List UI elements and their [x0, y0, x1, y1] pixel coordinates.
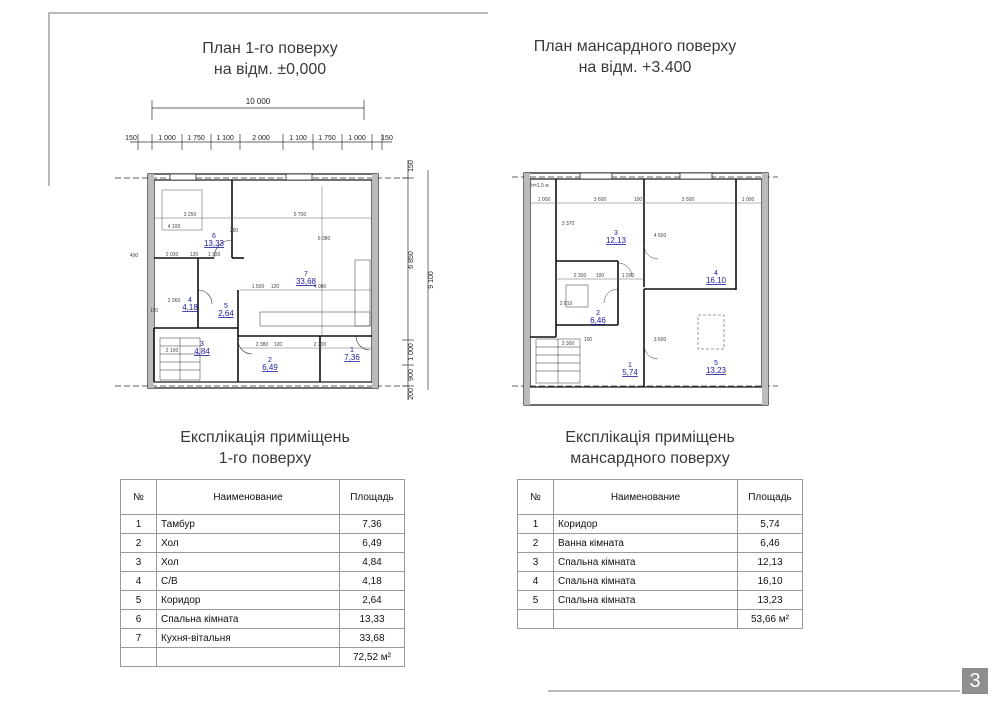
plan2-room-area: 12,13 [605, 236, 627, 245]
cell-no: 1 [518, 515, 554, 534]
plan1-room-area: 6,49 [262, 363, 278, 372]
cell-name: Спальна кімната [554, 572, 738, 591]
plan1-dim-top: 150 [125, 135, 137, 142]
plan2-dim-inner: 1 000 [741, 197, 755, 203]
plan2-dim-inner: 100 [633, 197, 643, 203]
col-header-name: Наименование [157, 480, 340, 515]
plan1-dim-inner: 2 380 [255, 342, 269, 348]
table-row [518, 515, 803, 534]
col-header-name: Наименование [554, 480, 738, 515]
plan1-dim-inner: 4 100 [167, 224, 181, 230]
plan1-dim-inner: 2 060 [167, 298, 181, 304]
cell-name: Хол [157, 553, 340, 572]
plan1-dim-inner: 1 100 [207, 252, 221, 258]
table-row [121, 515, 405, 534]
plan2-dim-inner: 3 600 [653, 337, 667, 343]
cell-empty [518, 610, 554, 629]
cell-name: Тамбур [157, 515, 340, 534]
plan1-dim-top: 1 750 [187, 135, 205, 142]
cell-area: 6,46 [738, 534, 803, 553]
col-header-area: Площадь [340, 480, 405, 515]
plan1-dim-inner: 5 700 [293, 212, 307, 218]
plan2-room-number: 4 [714, 270, 718, 277]
plan2-title-line2: на відм. +3.400 [578, 59, 692, 76]
plan2-room-number: 1 [628, 362, 632, 369]
plan1-dim-top: 1 000 [158, 135, 176, 142]
plan2-dim-inner: 2 300 [561, 341, 575, 347]
cell-area: 13,33 [340, 610, 405, 629]
cell-area: 13,23 [738, 591, 803, 610]
plan1-room-area: 13,33 [203, 239, 225, 248]
plan1-dim-inner: 2 100 [165, 348, 179, 354]
plan2-title [490, 36, 780, 78]
plan1-floor-plan [110, 90, 440, 410]
plan1-dim-inner: 3 250 [183, 212, 197, 218]
plan1-room-area: 4,84 [194, 347, 210, 356]
plan2-dim-inner: 3 600 [593, 197, 607, 203]
table-total-row [121, 648, 405, 667]
table1-title-line2: 1-го поверху [218, 450, 312, 467]
plan1-dim-right: 900 [408, 369, 415, 381]
plan2-room-area: 13,23 [705, 366, 727, 375]
table2-title [520, 427, 780, 469]
cell-name: С/В [157, 572, 340, 591]
cell-area: 12,13 [738, 553, 803, 572]
plan1-title [150, 38, 390, 80]
plan1-title-line2: на відм. ±0,000 [213, 61, 327, 78]
plan1-dim-inner: 6 080 [317, 236, 331, 242]
plan1-room-number: 1 [350, 347, 354, 354]
plan1-dim-top: 1 100 [216, 135, 234, 142]
plan1-dim-right: 9 100 [428, 271, 435, 289]
plan1-dim-inner: 2 300 [313, 342, 327, 348]
table2-title-line2: мансардного поверху [570, 450, 730, 467]
plan1-dim-top: 1 100 [289, 135, 307, 142]
table-header-row [121, 480, 405, 515]
cell-name: Ванна кімната [554, 534, 738, 553]
table-row [121, 629, 405, 648]
col-header-area: Площадь [738, 480, 803, 515]
plan1-dim-inner: 400 [129, 253, 139, 259]
plan1-dim-right: 1 000 [408, 343, 415, 361]
plan1-dim-inner: 4 080 [313, 284, 327, 290]
cell-area: 16,10 [738, 572, 803, 591]
col-header-no: № [121, 480, 157, 515]
cell-no: 7 [121, 629, 157, 648]
plan1-room-area: 33,68 [295, 277, 317, 286]
col-header-no: № [518, 480, 554, 515]
plan1-title-line1: План 1-го поверху [202, 40, 338, 57]
plan1-dim-inner: 120 [273, 342, 283, 348]
plan2-dim-inner: 2 810 [559, 301, 573, 307]
plan1-room-area: 4,18 [182, 303, 198, 312]
plan1-dim-top: 2 000 [252, 135, 270, 142]
cell-name: Хол [157, 534, 340, 553]
cell-empty [157, 648, 340, 667]
table-row [121, 534, 405, 553]
plan1-room-number: 3 [200, 341, 204, 348]
plan2-dim-inner: 2 300 [573, 273, 587, 279]
table-row [121, 553, 405, 572]
cell-name: Спальна кімната [157, 610, 340, 629]
cell-area: 5,74 [738, 515, 803, 534]
cell-no: 2 [121, 534, 157, 553]
plan1-dim-right: 6 850 [408, 251, 415, 269]
plan2-dim-inner: 3 370 [561, 221, 575, 227]
table1-explication [120, 479, 405, 667]
plan2-room-area: 6,46 [590, 316, 606, 325]
plan1-dim-top: 150 [381, 135, 393, 142]
plan1-dim-top: 1 000 [348, 135, 366, 142]
plan1-dim-inner: 120 [149, 308, 159, 314]
plan2-dim-inner: 1 200 [621, 273, 635, 279]
plan2-dim-inner: h=1.5 м [531, 183, 549, 189]
plan1-dim-inner: 1 500 [251, 284, 265, 290]
cell-no: 5 [518, 591, 554, 610]
cell-area: 7,36 [340, 515, 405, 534]
cell-no: 4 [121, 572, 157, 591]
cell-name: Коридор [157, 591, 340, 610]
table2-title-line1: Експлікація приміщень [565, 429, 735, 446]
cell-area: 6,49 [340, 534, 405, 553]
table-row [121, 610, 405, 629]
plan1-room-area: 7,36 [344, 353, 360, 362]
plan1-dim-inner: 2 030 [165, 252, 179, 258]
plan1-dim-inner: 120 [270, 284, 280, 290]
table-row [518, 553, 803, 572]
plan1-dim-right: 150 [408, 160, 415, 172]
frame-line-bottom [548, 690, 960, 692]
cell-no: 4 [518, 572, 554, 591]
cell-name: Спальна кімната [554, 591, 738, 610]
plan1-dim-right: 200 [408, 388, 415, 400]
cell-no: 6 [121, 610, 157, 629]
table2-explication [517, 479, 803, 629]
plan2-dim-inner: 100 [583, 337, 593, 343]
plan2-dim-inner: 100 [595, 273, 605, 279]
cell-area: 4,18 [340, 572, 405, 591]
cell-area: 2,64 [340, 591, 405, 610]
plan1-room-number: 2 [268, 357, 272, 364]
cell-name: Коридор [554, 515, 738, 534]
table-row [518, 534, 803, 553]
plan2-floor-plan [510, 155, 780, 410]
plan1-dim-inner: 120 [189, 252, 199, 258]
table-row [121, 591, 405, 610]
table-row [518, 591, 803, 610]
cell-area: 4,84 [340, 553, 405, 572]
plan1-room-number: 6 [212, 233, 216, 240]
cell-name: Спальна кімната [554, 553, 738, 572]
cell-no: 3 [121, 553, 157, 572]
cell-empty [554, 610, 738, 629]
page-number-badge: 3 [962, 668, 988, 694]
cell-no: 5 [121, 591, 157, 610]
plan2-dim-inner: 3 500 [681, 197, 695, 203]
plan1-room-number: 7 [304, 271, 308, 278]
cell-total-area: 72,52 м² [340, 648, 405, 667]
plan2-room-area: 16,10 [705, 276, 727, 285]
frame-line-top [48, 12, 488, 14]
plan2-room-area: 5,74 [622, 368, 638, 377]
cell-no: 1 [121, 515, 157, 534]
cell-area: 33,68 [340, 629, 405, 648]
plan2-room-number: 2 [596, 310, 600, 317]
plan1-dim-overall: 10 000 [245, 97, 271, 106]
plan1-dim-top: 1 750 [318, 135, 336, 142]
plan2-dim-inner: 1 000 [537, 197, 551, 203]
plan2-dim-inner: 4 600 [653, 233, 667, 239]
cell-name: Кухня-вітальня [157, 629, 340, 648]
cell-total-area: 53,66 м² [738, 610, 803, 629]
table-row [121, 572, 405, 591]
plan2-room-number: 3 [614, 230, 618, 237]
table1-title [140, 427, 390, 469]
plan1-room-area: 2,64 [218, 309, 234, 318]
plan1-room-number: 4 [188, 297, 192, 304]
plan2-room-number: 5 [714, 360, 718, 367]
cell-empty [121, 648, 157, 667]
table-header-row [518, 480, 803, 515]
cell-no: 3 [518, 553, 554, 572]
frame-line-left [48, 12, 50, 186]
plan1-dim-inner: 250 [229, 228, 239, 234]
plan1-room-number: 5 [224, 303, 228, 310]
table-total-row [518, 610, 803, 629]
plan2-title-line1: План мансардного поверху [533, 38, 737, 55]
cell-no: 2 [518, 534, 554, 553]
table1-title-line1: Експлікація приміщень [180, 429, 350, 446]
table-row [518, 572, 803, 591]
